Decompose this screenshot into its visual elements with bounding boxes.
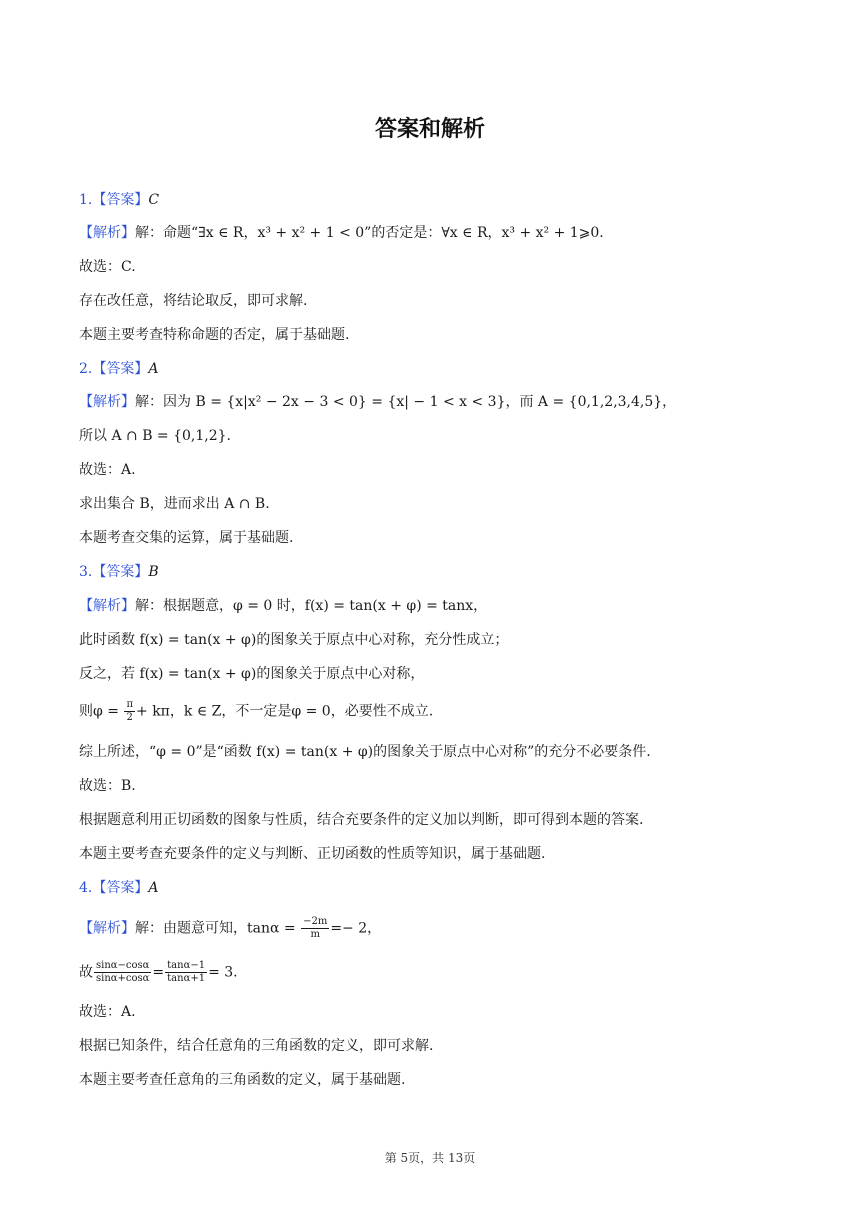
answer-tag: 【答案】 [92, 564, 149, 580]
analysis-line [79, 392, 676, 412]
text-line: 所以 A ∩ B = {0,1,2}. [79, 428, 231, 444]
fraction-numerator: sinα−cosα [96, 960, 150, 971]
fraction-denominator: tanα+1 [167, 973, 206, 984]
answer-value: C [148, 192, 160, 208]
text-line: 故选：B. [79, 778, 136, 794]
text-line-with-fraction [79, 699, 433, 724]
text-line: 此时函数 f(x) = tan(x + φ)的图象关于原点中心对称，充分性成立； [79, 632, 509, 648]
text-line-with-fraction [79, 960, 238, 985]
text-line: 故选：C. [79, 259, 136, 275]
answer-line-3 [79, 562, 159, 582]
analysis-tag: 【解析】 [79, 225, 135, 241]
fraction [94, 960, 151, 985]
text-segment: =− 2， [330, 920, 382, 937]
analysis-line [79, 223, 604, 243]
answer-tag: 【答案】 [92, 192, 149, 208]
question-number: 1. [79, 192, 93, 208]
answer-tag: 【答案】 [92, 880, 149, 896]
text-line: 本题主要考查任意角的三角函数的定义，属于基础题. [79, 1072, 406, 1088]
analysis-line [79, 916, 381, 941]
fraction-denominator: m [310, 929, 320, 940]
analysis-text: 解：命题“∃x ∈ R，x³ + x² + 1 < 0”的否定是：∀x ∈ R，x³ + x² + 1⩾0. [135, 225, 604, 241]
text-line: 综上所述，“φ = 0”是“函数 f(x) = tan(x + φ)的图象关于原点中心对称”的充分不必要条件. [79, 744, 651, 760]
page-footer: 第 5页，共 13页 [384, 1151, 476, 1165]
text-line: 本题主要考查特称命题的否定，属于基础题. [79, 327, 350, 343]
fraction-numerator: −2m [303, 916, 328, 927]
text-line: 故选：A. [79, 1004, 136, 1020]
analysis-text: 解：根据题意，φ = 0 时，f(x) = tan(x + φ) = tanx， [135, 598, 488, 614]
answer-value: A [148, 880, 159, 896]
fraction [301, 916, 329, 941]
question-number: 3. [79, 564, 93, 580]
answer-value: B [148, 564, 159, 580]
answer-line-1 [79, 190, 159, 210]
analysis-text: 解：因为 B = {x|x² − 2x − 3 < 0} = {x| − 1 < x < 3}，而 A = {0,1,2,3,4,5}， [135, 394, 677, 410]
fraction-denominator: 2 [126, 712, 133, 723]
text-segment: 则φ = [79, 703, 124, 720]
page-title: 答案和解析 [374, 117, 485, 142]
answer-value: A [148, 361, 159, 377]
text-segment: 解：由题意可知，tanα = [135, 920, 301, 937]
answer-line-2 [79, 359, 158, 379]
text-segment: = [152, 964, 165, 981]
analysis-line [79, 596, 487, 616]
fraction-numerator: tanα−1 [167, 960, 206, 971]
text-segment: + kπ，k ∈ Z，不一定是φ = 0，必要性不成立. [136, 703, 434, 720]
text-line: 本题考查交集的运算，属于基础题. [79, 530, 294, 546]
text-segment: 故 [79, 964, 93, 981]
text-line: 反之，若 f(x) = tan(x + φ)的图象关于原点中心对称， [79, 666, 425, 682]
text-segment: = 3. [208, 964, 238, 981]
fraction-denominator: sinα+cosα [96, 973, 150, 984]
answer-tag: 【答案】 [92, 361, 149, 377]
fraction [124, 699, 135, 724]
question-number: 4. [79, 880, 93, 896]
text-line: 存在改任意，将结论取反，即可求解. [79, 293, 308, 309]
analysis-tag: 【解析】 [79, 598, 135, 614]
answer-line-4 [79, 878, 158, 898]
text-line: 根据题意利用正切函数的图象与性质，结合充要条件的定义加以判断，即可得到本题的答案. [79, 812, 644, 828]
analysis-tag: 【解析】 [79, 394, 135, 410]
text-line: 根据已知条件，结合任意角的三角函数的定义，即可求解. [79, 1038, 434, 1054]
text-line: 本题主要考查充要条件的定义与判断、正切函数的性质等知识，属于基础题. [79, 846, 546, 862]
analysis-tag: 【解析】 [79, 920, 135, 937]
question-number: 2. [79, 361, 93, 377]
fraction-numerator: π [126, 699, 134, 710]
text-line: 故选：A. [79, 462, 136, 478]
text-line: 求出集合 B，进而求出 A ∩ B. [79, 496, 270, 512]
fraction [165, 960, 207, 985]
